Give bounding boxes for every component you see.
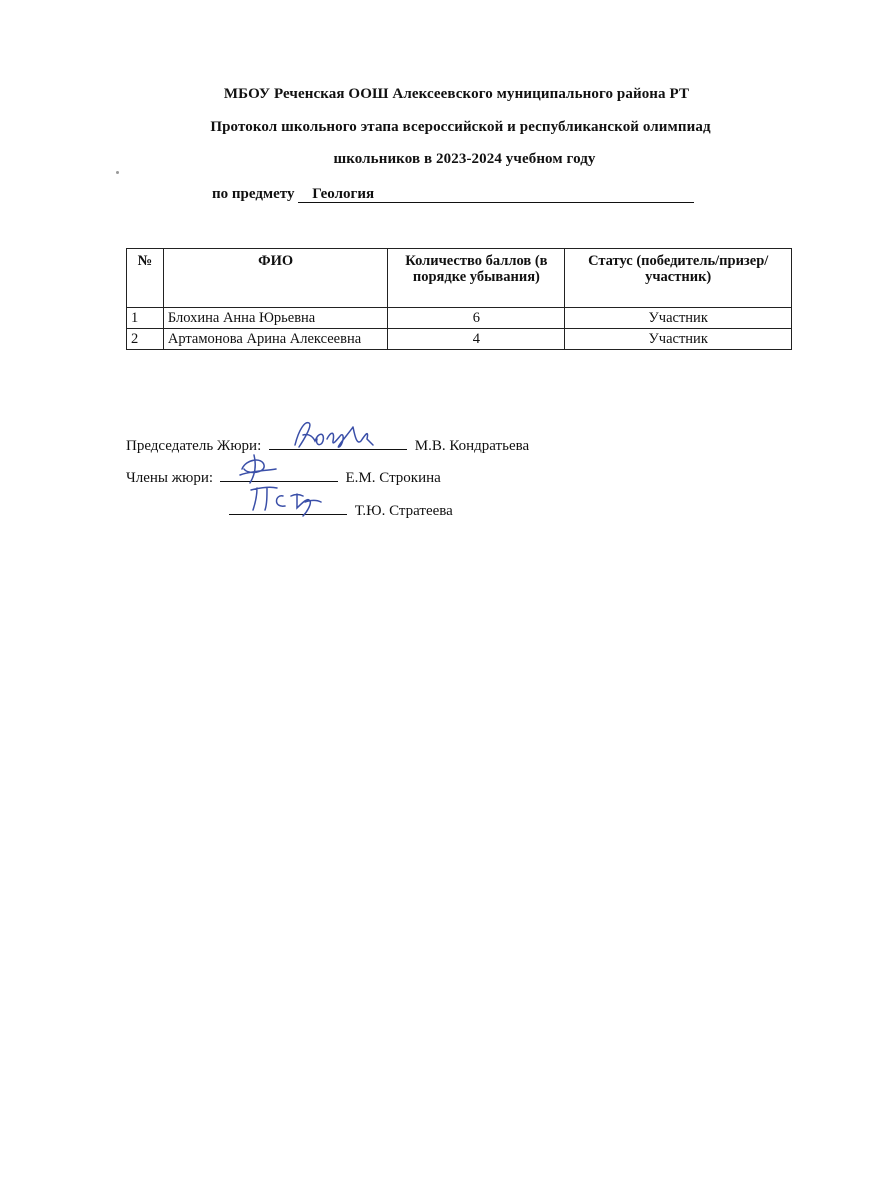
- row-status: Участник: [565, 308, 792, 329]
- subject-label: по предмету: [212, 186, 295, 202]
- header-score: Количество баллов (в порядке убывания): [388, 249, 565, 308]
- members-label: Члены жюри:: [126, 470, 214, 486]
- row-score: 6: [388, 308, 565, 329]
- protocol-year: школьников в 2023-2024 учебном году: [333, 151, 596, 167]
- subject-value: Геология: [298, 187, 694, 203]
- header-fio: ФИО: [163, 249, 388, 308]
- chair-label: Председатель Жюри:: [126, 438, 262, 454]
- header-status: Статус (победитель/призер/участник): [565, 249, 792, 308]
- row-fio: Артамонова Арина Алексеевна: [163, 329, 388, 350]
- chair-name: М.В. Кондратьева: [414, 438, 530, 454]
- row-num: 2: [127, 329, 164, 350]
- member2-name: Т.Ю. Стратеева: [354, 503, 453, 519]
- chair-signature-line: [269, 435, 407, 450]
- row-num: 1: [127, 308, 164, 329]
- jury-member2-line: [229, 500, 453, 520]
- school-title: МБОУ Реченская ООШ Алексеевского муниципального района РТ: [223, 86, 690, 102]
- member2-signature: [229, 482, 349, 522]
- table-row: [127, 329, 792, 350]
- table-header-row: [127, 249, 792, 308]
- member1-signature-line: [220, 467, 338, 482]
- member1-signature: [220, 449, 340, 485]
- row-score: 4: [388, 329, 565, 350]
- member1-name: Е.М. Строкина: [345, 470, 441, 486]
- member2-signature-line: [229, 500, 347, 515]
- protocol-title: Протокол школьного этапа всероссийской и республиканской олимпиад: [210, 119, 711, 135]
- subject-line: [212, 186, 694, 203]
- chair-signature: [269, 417, 409, 453]
- row-status: Участник: [565, 329, 792, 350]
- row-fio: Блохина Анна Юрьевна: [163, 308, 388, 329]
- header-num: №: [127, 249, 164, 308]
- scan-speck: [116, 171, 119, 174]
- table-row: [127, 308, 792, 329]
- results-table: [126, 248, 792, 350]
